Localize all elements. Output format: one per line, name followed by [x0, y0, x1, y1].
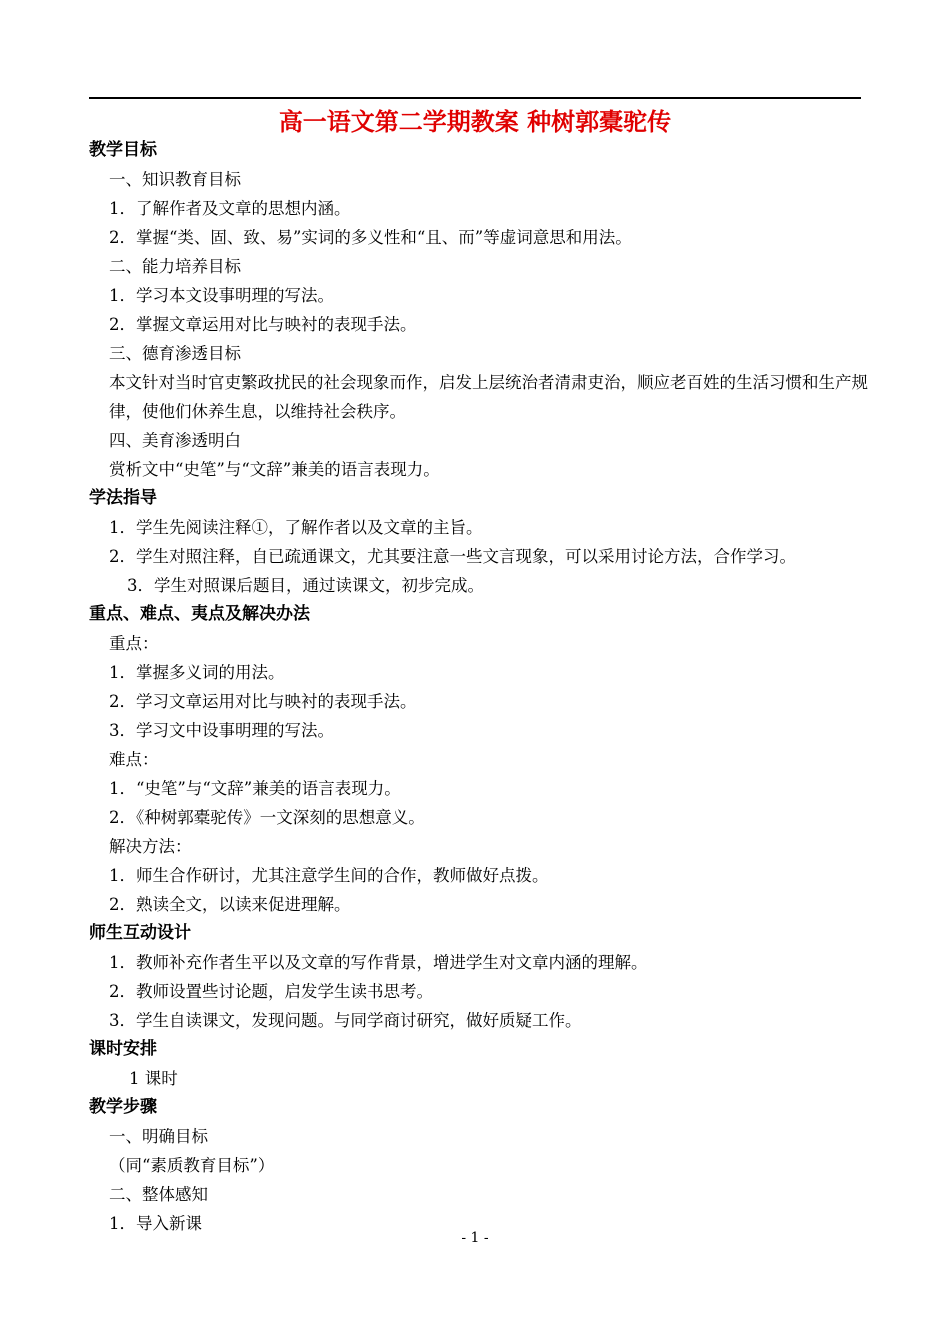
- paragraph: 1．“史笔”与“文辞”兼美的语言表现力。: [109, 779, 401, 798]
- paragraph: 1．了解作者及文章的思想内涵。: [109, 199, 351, 218]
- paragraph: 1．师生合作研讨，尤其注意学生间的合作，教师做好点拨。: [109, 866, 549, 885]
- section-heading-interaction: 师生互动设计: [89, 923, 191, 943]
- paragraph: 1．教师补充作者生平以及文章的写作背景，增进学生对文章内涵的理解。: [109, 953, 648, 972]
- paragraph: 1 课时: [129, 1069, 178, 1088]
- section-heading-keypoints: 重点、难点、夷点及解决办法: [89, 604, 310, 624]
- paragraph: 3．学生对照课后题目，通过读课文，初步完成。: [127, 576, 484, 595]
- paragraph: 1．学生先阅读注释①，了解作者以及文章的主旨。: [109, 518, 483, 537]
- page-number: - 1 -: [461, 1230, 489, 1246]
- paragraph: 2．掌握文章运用对比与映衬的表现手法。: [109, 315, 417, 334]
- paragraph: 1．掌握多义词的用法。: [109, 663, 285, 682]
- paragraph: 解决方法：: [109, 837, 192, 856]
- paragraph: 3．学习文中设事明理的写法。: [109, 721, 334, 740]
- document-body: [89, 136, 879, 1238]
- paragraph: 难点：: [109, 750, 159, 769]
- paragraph: 1．导入新课: [109, 1214, 202, 1233]
- paragraph: 一、明确目标: [109, 1127, 208, 1146]
- paragraph: 2．熟读全文，以读来促进理解。: [109, 895, 351, 914]
- paragraph: 重点：: [109, 634, 159, 653]
- document-title: 高一语文第二学期教案 种树郭橐驼传: [278, 108, 672, 136]
- section-heading-method: 学法指导: [89, 488, 157, 508]
- paragraph: 2．《种树郭橐驼传》一文深刻的思想意义。: [109, 808, 425, 827]
- paragraph: 2．学习文章运用对比与映衬的表现手法。: [109, 692, 417, 711]
- section-heading-schedule: 课时安排: [89, 1039, 157, 1059]
- paragraph: 四、美育渗透明白: [109, 431, 241, 450]
- paragraph: 赏析文中“史笔”与“文辞”兼美的语言表现力。: [109, 460, 440, 479]
- paragraph: （同“素质教育目标”）: [109, 1156, 275, 1175]
- section-heading-steps: 教学步骤: [89, 1097, 157, 1117]
- paragraph: 一、知识教育目标: [109, 170, 241, 189]
- paragraph: 2．掌握“类、固、致、易”实词的多义性和“且、而”等虚词意思和用法。: [109, 228, 632, 247]
- header-rule: [89, 97, 861, 99]
- paragraph: 1．学习本文设事明理的写法。: [109, 286, 334, 305]
- paragraph: 本文针对当时官吏繁政扰民的社会现象而作，启发上层统治者清肃吏治，顺应老百姓的生活习惯和生产规律，使他们休养生息，以维持社会秩序。: [109, 373, 868, 421]
- paragraph: 2．学生对照注释，自已疏通课文，尤其要注意一些文言现象，可以采用讨论方法，合作学习。: [109, 547, 796, 566]
- paragraph: 三、德育渗透目标: [109, 344, 241, 363]
- paragraph: 二、能力培养目标: [109, 257, 241, 276]
- paragraph: 2．教师设置些讨论题，启发学生读书思考。: [109, 982, 433, 1001]
- paragraph: 3．学生自读课文，发现问题。与同学商讨研究，做好质疑工作。: [109, 1011, 582, 1030]
- section-heading-goals: 教学目标: [89, 140, 157, 160]
- paragraph: 二、整体感知: [109, 1185, 208, 1204]
